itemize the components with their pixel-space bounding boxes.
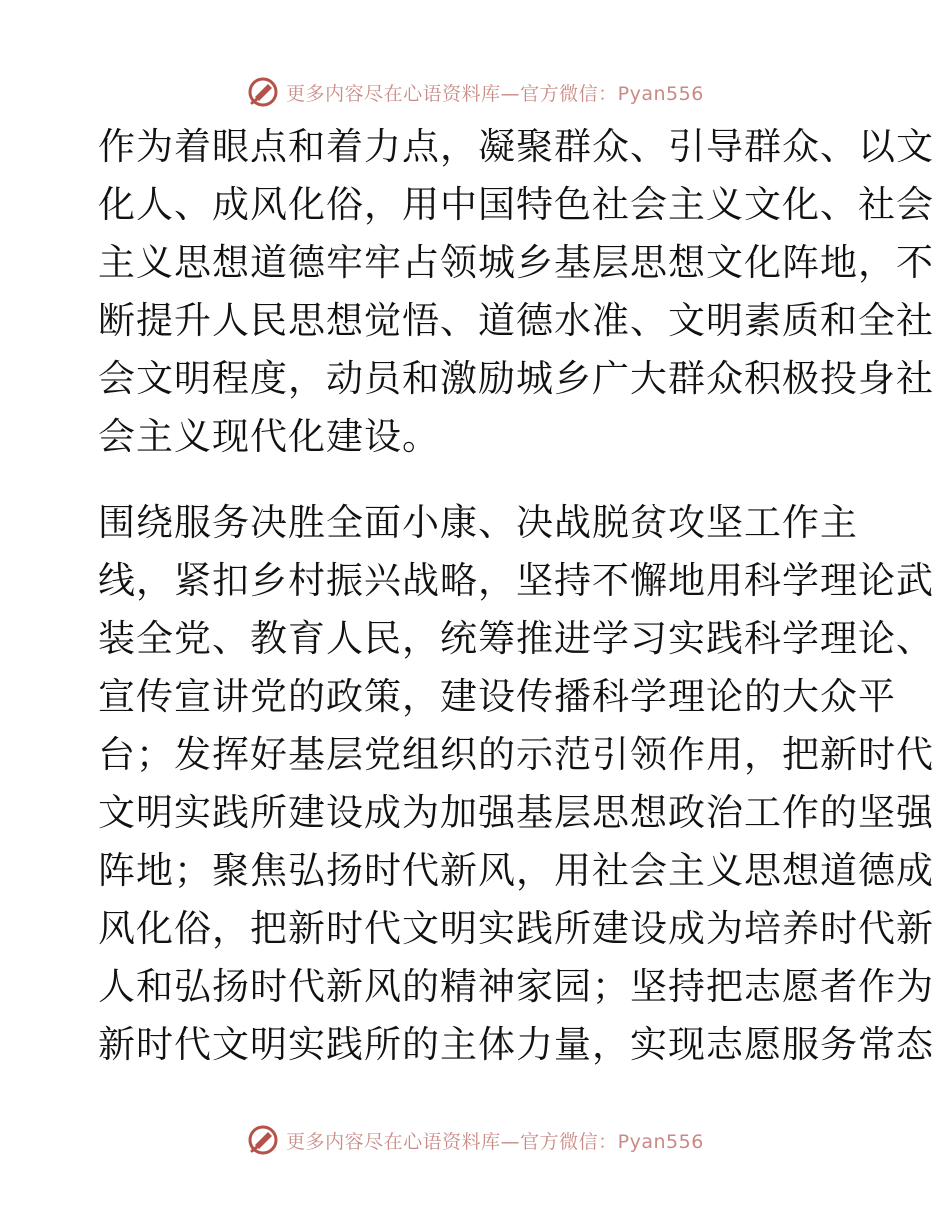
text-line: 新时代文明实践所的主体力量，实现志愿服务常态 (98, 1023, 934, 1066)
text-line: 主义思想道德牢牢占领城乡基层思想文化阵地，不 (98, 241, 934, 284)
paragraph-spacer (98, 466, 858, 494)
paragraph-2 (98, 494, 934, 1074)
paragraph-1 (98, 118, 934, 466)
text-line: 阵地；聚焦弘扬时代新风，用社会主义思想道德成 (98, 849, 934, 892)
brand-logo-icon (246, 1123, 280, 1157)
watermark-footer (0, 1120, 950, 1160)
text-line: 作为着眼点和着力点，凝聚群众、引导群众、以文 (98, 125, 934, 168)
watermark-text: 更多内容尽在心语资料库—官方微信：Pyan556 (286, 1130, 704, 1153)
text-line: 线，紧扣乡村振兴战略，坚持不懈地用科学理论武 (98, 559, 934, 602)
watermark-text: 更多内容尽在心语资料库—官方微信：Pyan556 (286, 82, 704, 105)
text-line: 化人、成风化俗，用中国特色社会主义文化、社会 (98, 183, 934, 226)
text-line: 文明实践所建设成为加强基层思想政治工作的坚强 (98, 791, 934, 834)
text-line: 风化俗，把新时代文明实践所建设成为培养时代新 (98, 907, 934, 950)
document-body (98, 118, 934, 1074)
text-line: 断提升人民思想觉悟、道德水准、文明素质和全社 (98, 299, 934, 342)
watermark-header (0, 72, 950, 112)
text-line: 会文明程度，动员和激励城乡广大群众积极投身社 (98, 357, 934, 400)
text-line: 台；发挥好基层党组织的示范引领作用，把新时代 (98, 733, 934, 776)
brand-logo-icon (246, 75, 280, 109)
text-line: 宣传宣讲党的政策，建设传播科学理论的大众平 (98, 675, 896, 718)
text-line: 人和弘扬时代新风的精神家园；坚持把志愿者作为 (98, 965, 934, 1008)
text-line: 围绕服务决胜全面小康、决战脱贫攻坚工作主 (98, 501, 858, 544)
text-line: 装全党、教育人民，统筹推进学习实践科学理论、 (98, 617, 934, 660)
text-line: 会主义现代化建设。 (98, 415, 440, 458)
